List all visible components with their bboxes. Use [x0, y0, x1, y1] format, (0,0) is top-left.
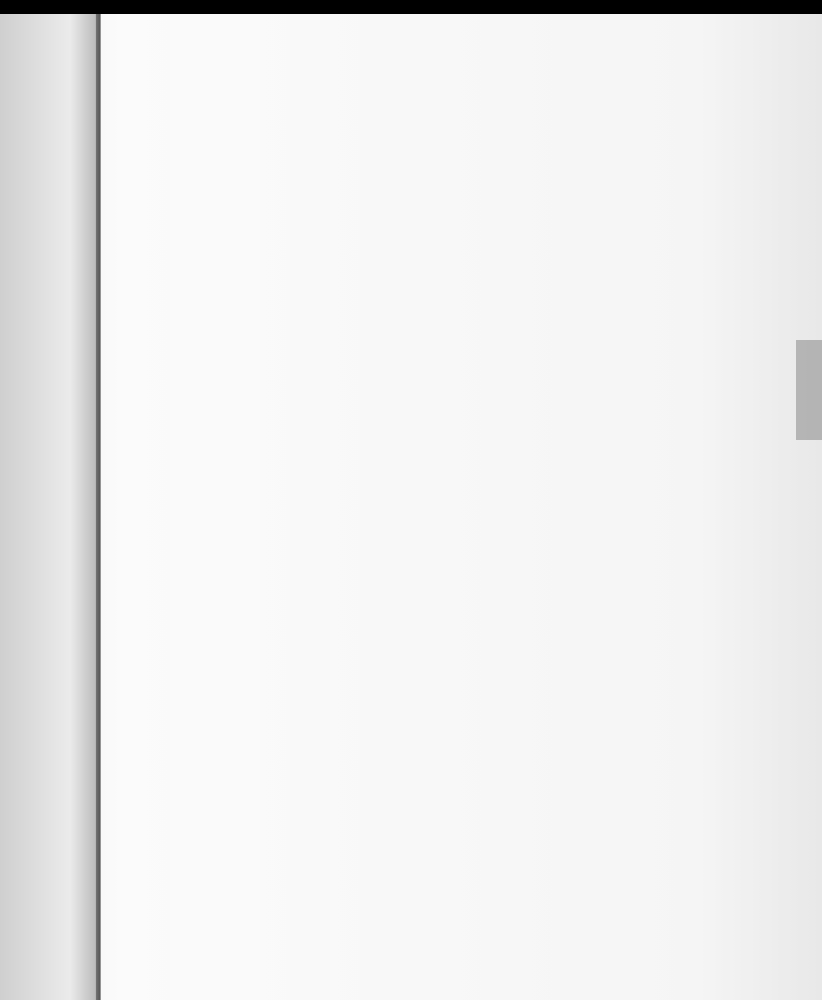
archive-banner: [0, 0, 822, 14]
census-table: [118, 143, 812, 943]
book-fold: [96, 14, 101, 1000]
left-page-fragment: [0, 14, 100, 1000]
